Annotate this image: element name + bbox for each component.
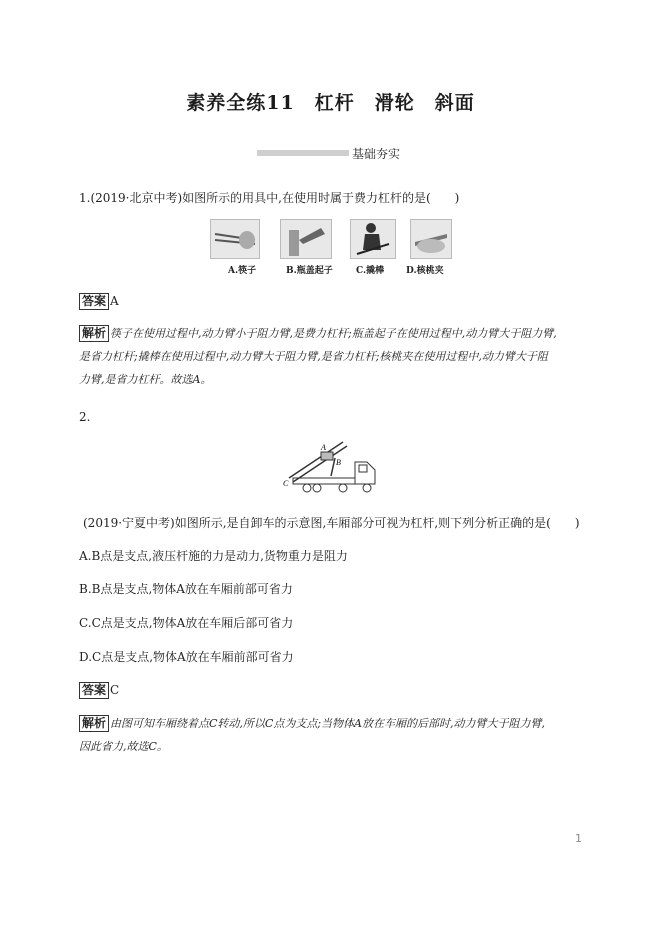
- point-c-label: C: [283, 479, 289, 488]
- answer-tag: 答案: [79, 293, 109, 310]
- option-c-label: C.撬棒: [356, 266, 385, 276]
- answer-value: C: [110, 683, 120, 697]
- nutcracker-image: [410, 219, 452, 259]
- question-2-option-d: D.C点是支点,物体A放在车厢前部可省力: [79, 650, 294, 664]
- question-1-answer: [79, 293, 119, 310]
- analysis-line: 因此省力,故选C。: [79, 740, 168, 753]
- question-2-option-c: C.C点是支点,物体A放在车厢后部可省力: [79, 616, 294, 630]
- analysis-line: 力臂,是省力杠杆。故选A。: [79, 373, 212, 386]
- question-2-answer: [79, 682, 119, 699]
- option-a-label: A.筷子: [228, 266, 257, 276]
- question-2-analysis: [79, 712, 584, 758]
- analysis-tag: 解析: [79, 715, 109, 732]
- section-label: 基础夯实: [352, 147, 401, 161]
- question-2-number: 2.: [79, 410, 91, 424]
- page-number: 1: [575, 832, 582, 845]
- answer-tag: 答案: [79, 682, 109, 699]
- crowbar-image: [350, 219, 396, 259]
- point-b-label: B: [336, 458, 341, 467]
- analysis-line: 是省力杠杆;撬棒在使用过程中,动力臂大于阻力臂,是省力杠杆;核桃夹在使用过程中,动力臂大于阻: [79, 350, 548, 363]
- question-1-analysis: [79, 322, 584, 391]
- analysis-line: 由图可知车厢绕着点C转动,所以C点为支点;当物体A放在车厢的后部时,动力臂大于阻力臂,: [110, 717, 545, 730]
- answer-value: A: [110, 294, 119, 308]
- question-2-option-b: B.B点是支点,物体A放在车厢前部可省力: [79, 582, 293, 596]
- point-a-label: A: [321, 443, 326, 452]
- bottle-opener-image: [280, 219, 332, 259]
- analysis-tag: 解析: [79, 325, 109, 342]
- section-bar: [257, 150, 349, 156]
- option-b-label: B.瓶盖起子: [286, 266, 333, 276]
- analysis-line: 筷子在使用过程中,动力臂小于阻力臂,是费力杠杆;瓶盖起子在使用过程中,动力臂大于阻力臂,: [110, 327, 557, 340]
- question-2-option-a: A.B点是支点,液压杆施的力是动力,货物重力是阻力: [79, 549, 348, 563]
- question-1-stem: 1.(2019·北京中考)如图所示的用具中,在使用时属于费力杠杆的是( ): [79, 191, 460, 205]
- dump-truck-figure: [283, 432, 383, 500]
- chopsticks-image: [210, 219, 260, 259]
- question-2-stem: (2019·宁夏中考)如图所示,是自卸车的示意图,车厢部分可视为杠杆,则下列分析正确的是( ): [83, 516, 580, 530]
- page-title: 素养全练11 杠杆 滑轮 斜面: [186, 92, 475, 114]
- option-d-label: D.核桃夹: [406, 266, 444, 276]
